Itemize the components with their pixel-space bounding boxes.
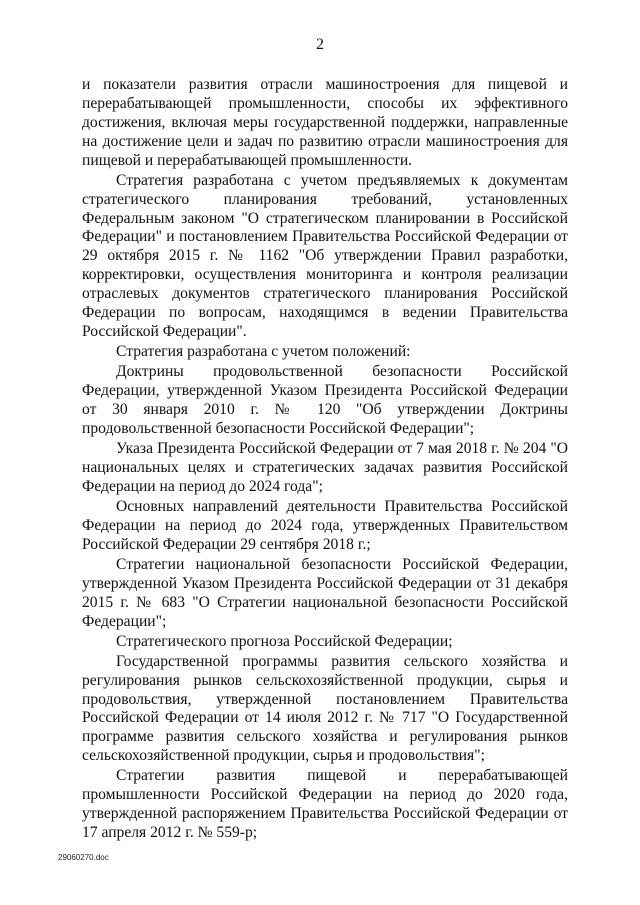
paragraph-national-security-strategy: Стратегии национальной безопасности Российской Федерации, утвержденной Указом Президента Российской Федерации от 31 декабря 2015 г. № 683 "О Стратегии национальной безопасности Российской Федерации";: [82, 555, 568, 630]
paragraph-continuation: и показатели развития отрасли машиностроения для пищевой и перерабатывающей промышленности, способы их эффективного достижения, включая меры государственной поддержки, направленные на достижение цели и задач по развитию отрасли машиностроения для пищевой и перерабатывающей промышленности.: [82, 76, 568, 169]
document-body: [82, 76, 568, 844]
paragraph-government-directions: Основных направлений деятельности Правительства Российской Федерации на период до 2024 года, утвержденных Правительством Российской Федерации 29 сентября 2018 г.;: [82, 497, 568, 553]
paragraph-food-security-doctrine: Доктрины продовольственной безопасности Российской Федерации, утвержденной Указом Президента Российской Федерации от 30 января 2010 г. № 120 "Об утверждении Доктрины продовольственной безопасности Российской Федерации";: [82, 363, 568, 437]
page-number: 2: [316, 36, 324, 53]
paragraph-strategic-forecast: Стратегического прогноза Российской Федерации;: [116, 632, 453, 650]
paragraph-presidential-decree: Указа Президента Российской Федерации от 7 мая 2018 г. № 204 "О национальных целях и стратегических задачах развития Российской Федерации на период до 2024 года";: [82, 439, 568, 495]
footer-filename: 29060270.doc: [58, 853, 109, 862]
paragraph-strategy-requirements: Стратегия разработана с учетом предъявляемых к документам стратегического планирования требований, установленных Федеральным законом "О стратегическом планировании в Российской Федерации" и постановлением Правительства Российской Федерации от 29 октября 2015 г. № 1162 "Об утверждении Правил разработки, корректировки, осуществления мониторинга и контроля реализации отраслевых документов стратегического планирования Российской Федерации по вопросам, находящимся в ведении Правительства Российской Федерации".: [82, 171, 568, 340]
paragraph-provisions-intro: Стратегия разработана с учетом положений:: [116, 343, 411, 361]
paragraph-agriculture-program: Государственной программы развития сельского хозяйства и регулирования рынков сельскохозяйственной продукции, сырья и продовольствия, утвержденной постановлением Правительства Российской Федерации от 14 июля 2012 г. № 717 "О Государственной программе развития сельского хозяйства и регулирования рынков сельскохозяйственной продукции, сырья и продовольствия";: [82, 652, 568, 765]
paragraph-food-industry-strategy: Стратегии развития пищевой и перерабатывающей промышленности Российской Федерации на период до 2020 года, утвержденной распоряжением Правительства Российской Федерации от 17 апреля 2012 г. № 559-р;: [82, 767, 568, 842]
